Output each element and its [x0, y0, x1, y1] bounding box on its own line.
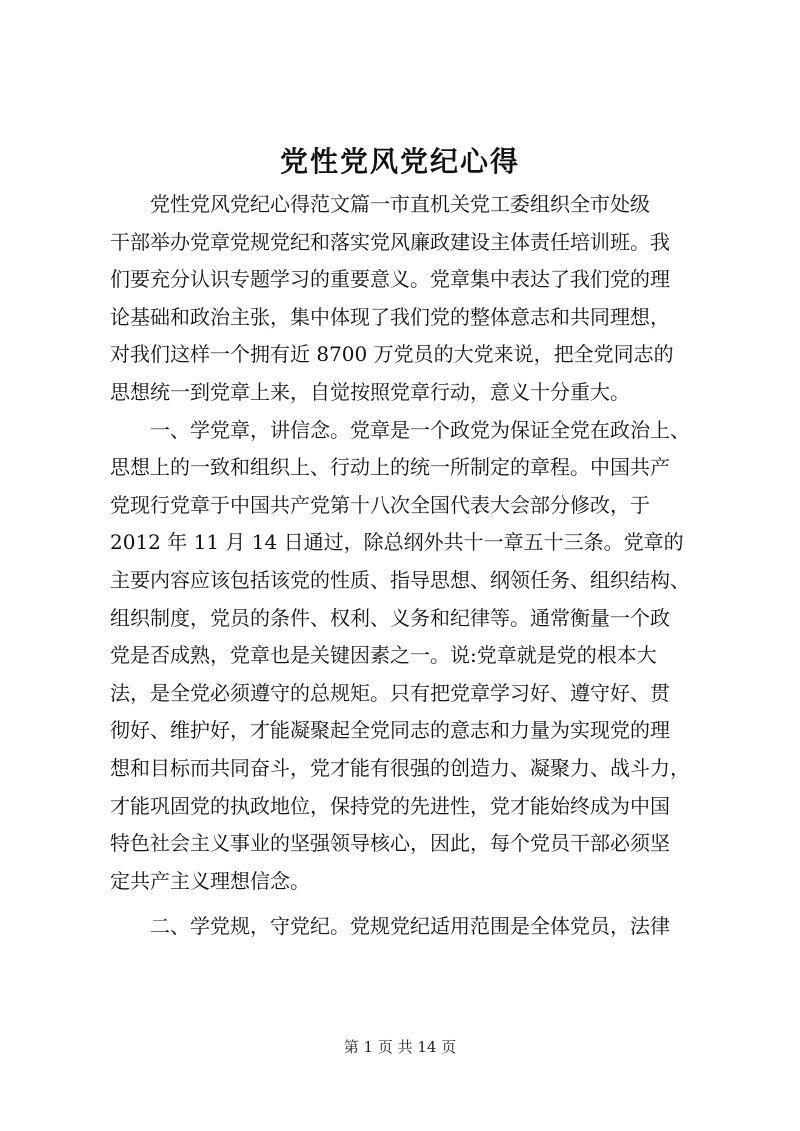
- paragraph-1-line: 论基础和政治主张，集中体现了我们党的整体意志和共同理想，: [110, 304, 670, 329]
- paragraph-2-line: 主要内容应该包括该党的性质、指导思想、纲领任务、组织结构、: [110, 567, 690, 592]
- document-title: 党性党风党纪心得: [279, 145, 520, 178]
- paragraph-2-line: 想和目标而共同奋斗，党才能有很强的创造力、凝聚力、战斗力，: [110, 755, 690, 780]
- document-body: [110, 186, 690, 946]
- paragraph-2-line: 法，是全党必须遵守的总规矩。只有把党章学习好、遵守好、贯: [110, 680, 670, 705]
- page-number-footer: 第 1 页 共 14 页: [343, 1038, 457, 1056]
- paragraph-1-line: 党性党风党纪心得范文篇一市直机关党工委组织全市处级: [150, 192, 650, 216]
- paragraph-1-line: 干部举办党章党规党纪和落实党风廉政建设主体责任培训班。我: [110, 229, 670, 254]
- paragraph-2-line: 一、学党章，讲信念。党章是一个政党为保证全党在政治上、: [150, 417, 690, 442]
- paragraph-3-line: 二、学党规，守党纪。党规党纪适用范围是全体党员，法律: [150, 914, 670, 939]
- paragraph-2-line: 党是否成熟，党章也是关键因素之一。说:党章就是党的根本大: [110, 643, 657, 668]
- paragraph-1-line: 对我们这样一个拥有近 8700 万党员的大党来说，把全党同志的: [110, 342, 674, 367]
- paragraph-1-line: 思想统一到党章上来，自觉按照党章行动，意义十分重大。: [110, 379, 630, 404]
- paragraph-1-line: 们要充分认识专题学习的重要意义。党章集中表达了我们党的理: [110, 267, 670, 292]
- paragraph-2-line: 定共产主义理想信念。: [110, 868, 310, 893]
- paragraph-gap: [110, 900, 690, 908]
- paragraph-2-line: 彻好、维护好，才能凝聚起全党同志的意志和力量为实现党的理: [110, 718, 670, 743]
- paragraph-2-line: 组织制度，党员的条件、权利、义务和纪律等。通常衡量一个政: [110, 605, 670, 630]
- paragraph-2-line: 才能巩固党的执政地位，保持党的先进性，党才能始终成为中国: [110, 793, 670, 818]
- paragraph-2-line: 2012 年 11 月 14 日通过，除总纲外共十一章五十三条。党章的: [110, 530, 684, 555]
- paragraph-2-line: 党现行党章于中国共产党第十八次全国代表大会部分修改，于: [110, 492, 650, 517]
- paragraph-2-line: 思想上的一致和组织上、行动上的统一所制定的章程。中国共产: [110, 455, 670, 480]
- paragraph-2-line: 特色社会主义事业的坚强领导核心，因此，每个党员干部必须坚: [110, 831, 670, 856]
